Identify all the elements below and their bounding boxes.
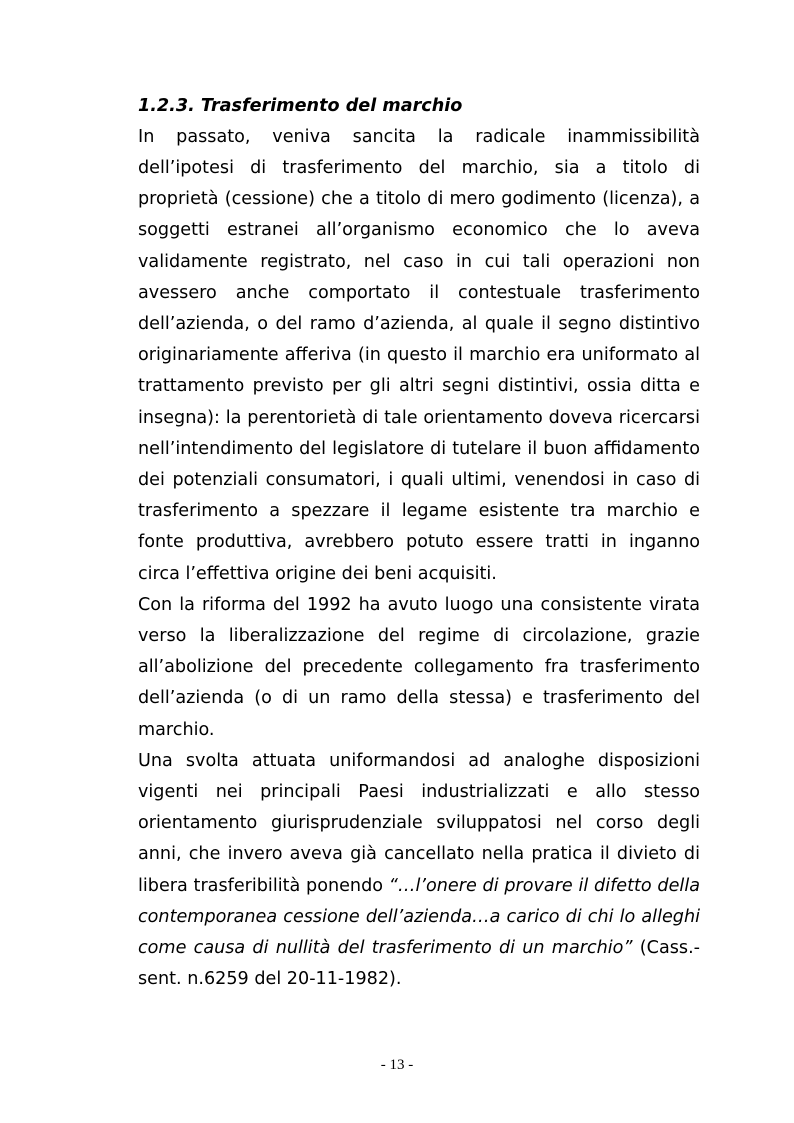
page-body [138, 91, 700, 995]
paragraph-3-citation: (Cass.-sent. n.6259 del 20-11-1982). [138, 938, 701, 990]
section-heading: 1.2.3. Trasferimento del marchio [138, 96, 463, 116]
case-law-quote: “…l’onere di provare il difetto della contemporanea cessione dell’azienda…a carico di chi lo alleghi come causa di nullità del trasferimento di un marchio” [138, 875, 700, 959]
page-number: - 13 - [380, 1057, 414, 1073]
paragraph-1: In passato, veniva sancita la radicale inammissibilità dell’ipotesi di trasferimento del marchio, sia a titolo di proprietà (cessione) che a titolo di mero godimento (licenza), a soggetti estranei all’organismo economico che lo aveva validamente registrato, nel caso in cui tali operazioni non avessero anche comportato il contestuale trasferimento dell’azienda, o del ramo d’azienda, al quale il segno distintivo originariamente afferiva (in questo il marchio era uniformato al trattamento previsto per gli altri segni distintivi, ossia ditta e insegna): la perentorietà di tale orientamento doveva ricercarsi nell’intendimento del legislatore di tutelare il buon affidamento dei potenziali consumatori, i quali ultimi, venendosi in caso di trasferimento a spezzare il legame esistente tra marchio e fonte produttiva, avrebbero potuto essere tratti in inganno circa l’effettiva origine dei beni acquisiti. [138, 126, 700, 584]
paragraph-3 [138, 746, 700, 996]
paragraph-3-text-before: Una svolta attuata uniformandosi ad analoghe disposizioni vigenti nei principali Paesi industrializzati e allo stesso orientamento giurisprudenziale sviluppatosi nel corso degli anni, che invero aveva già cancellato nella pratica il divieto di libera trasferibilità ponendo [138, 750, 700, 896]
paragraph-2: Con la riforma del 1992 ha avuto luogo una consistente virata verso la liberalizzazione del regime di circolazione, grazie all’abolizione del precedente collegamento fra trasferimento dell’azienda (o di un ramo della stessa) e trasferimento del marchio. [138, 594, 700, 740]
